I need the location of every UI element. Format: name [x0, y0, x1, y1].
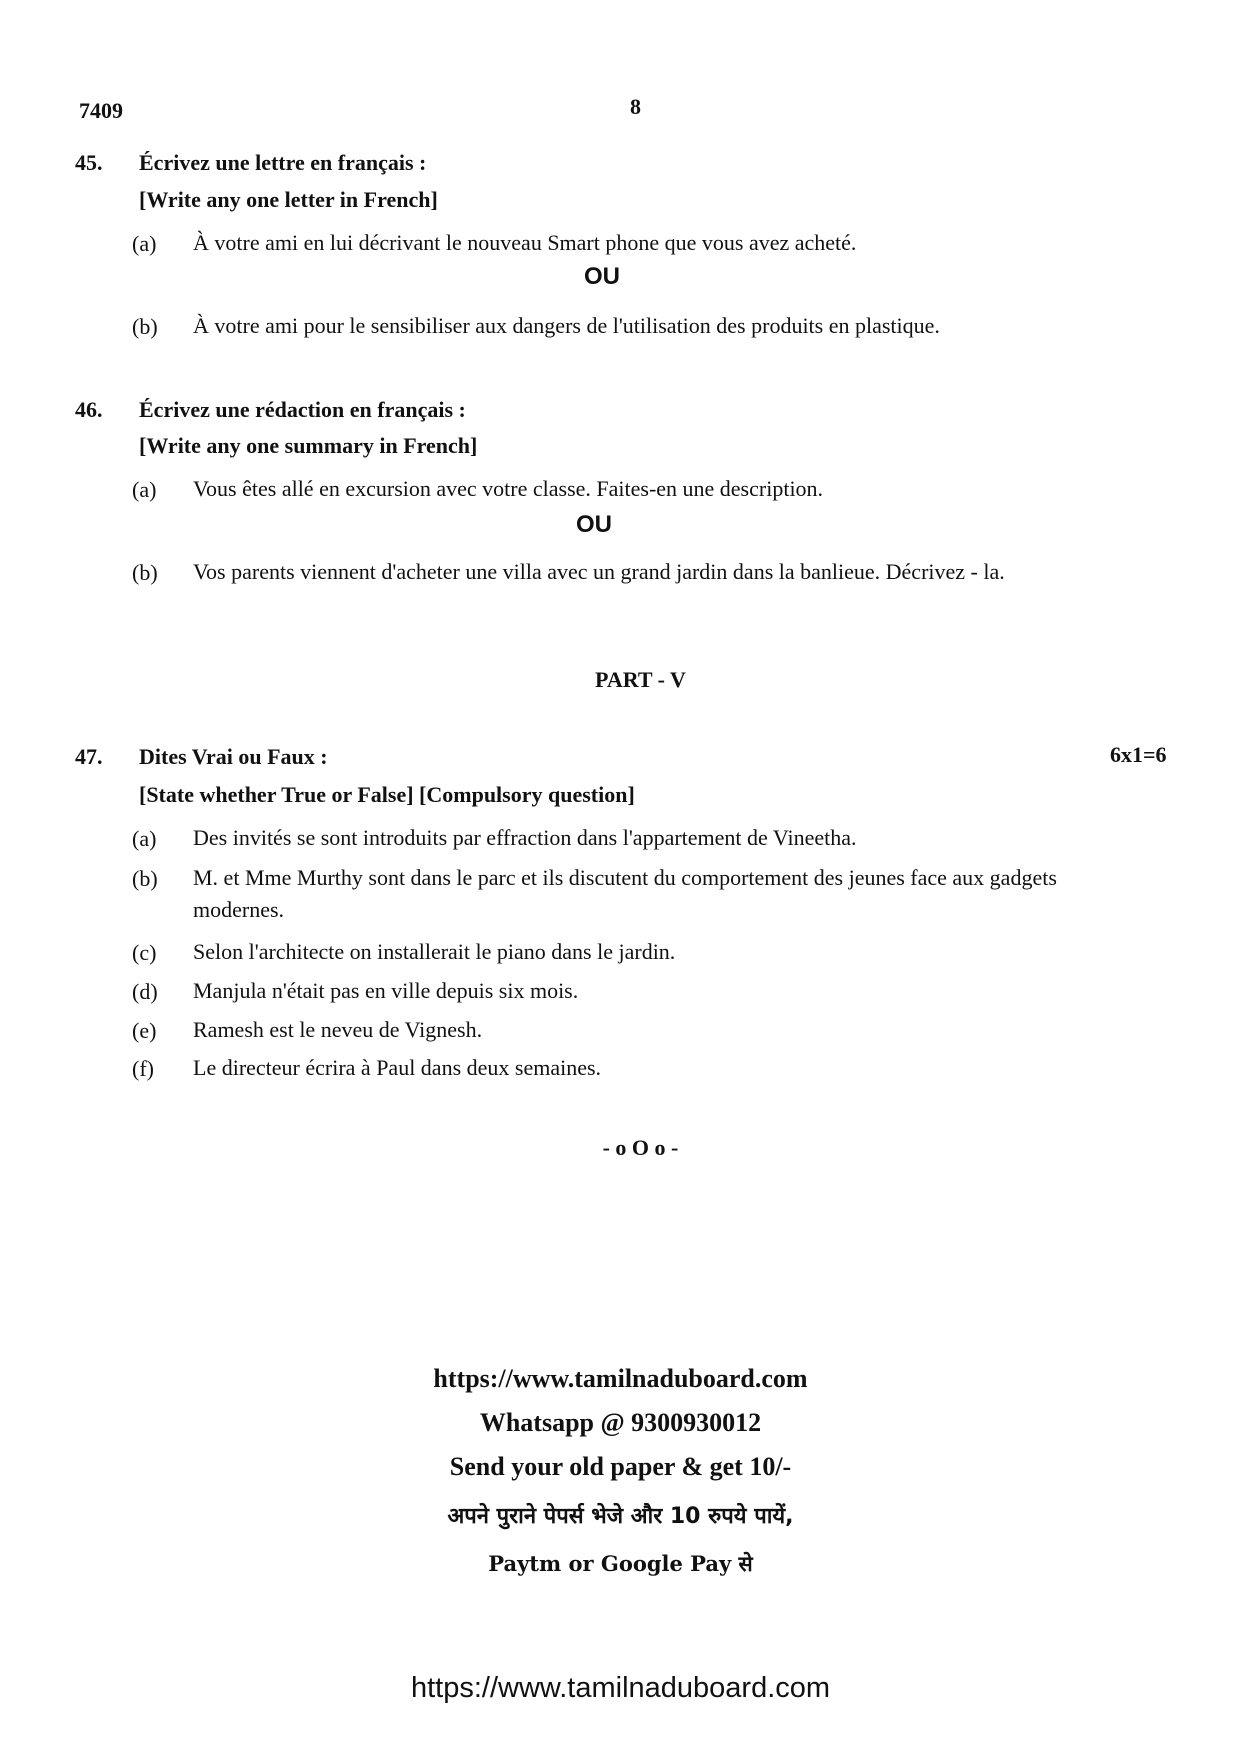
end-mark: - o O o -: [602, 1135, 679, 1160]
question-47-item-text: Selon l'architecte on installerait le piano dans le jardin.: [193, 939, 676, 964]
question-47-item-label: (b): [132, 866, 158, 891]
question-47-item-text: Manjula n'était pas en ville depuis six mois.: [193, 978, 579, 1003]
question-46-a-text: Vous êtes allé en excursion avec votre classe. Faites-en une description.: [193, 476, 824, 501]
question-45-or: OU: [584, 263, 620, 290]
question-46-title: Écrivez une rédaction en français :: [139, 397, 466, 422]
question-45-a-text: À votre ami en lui décrivant le nouveau Smart phone que vous avez acheté.: [193, 230, 857, 255]
question-46-or: OU: [576, 511, 612, 538]
question-47-marks: 6x1=6: [1110, 742, 1167, 767]
question-47-item-label: (e): [132, 1018, 157, 1043]
footer-hindi: अपने पुराने पेपर्स भेजे और 10 रुपये पायें,: [447, 1504, 794, 1529]
bottom-url-link[interactable]: https://www.tamilnaduboard.com: [410, 1672, 831, 1704]
question-47-title: Dites Vrai ou Faux :: [139, 744, 328, 769]
question-45-b-label: (b): [132, 314, 158, 339]
question-47-number: 47.: [75, 744, 103, 769]
footer-url[interactable]: https://www.tamilnaduboard.com: [433, 1364, 808, 1393]
part-heading: PART - V: [595, 667, 686, 692]
page-number: 8: [630, 94, 641, 119]
question-47-item-label: (c): [132, 940, 157, 965]
question-47-subtitle: [State whether True or False] [Compulsory question]: [139, 782, 635, 807]
question-47-item-label: (d): [132, 979, 158, 1004]
question-45-b-text: À votre ami pour le sensibiliser aux dangers de l'utilisation des produits en plastique.: [193, 313, 940, 338]
question-45-a-label: (a): [132, 231, 157, 256]
question-45-number: 45.: [75, 150, 103, 175]
footer-whatsapp: Whatsapp @ 9300930012: [479, 1408, 762, 1437]
question-47-item-label: (f): [132, 1056, 154, 1081]
question-45-title: Écrivez une lettre en français :: [139, 150, 427, 175]
paper-code: 7409: [79, 98, 123, 123]
question-46-b-text: Vos parents viennent d'acheter une villa avec un grand jardin dans la banlieue. Décrivez - la.: [193, 559, 1005, 584]
question-46-b-label: (b): [132, 560, 158, 585]
footer-payment: Paytm or Google Pay से: [488, 1551, 753, 1576]
question-47-item-text: M. et Mme Murthy sont dans le parc et ils discutent du comportement des jeunes face aux gadgets modernes.: [193, 865, 1057, 922]
question-45-subtitle: [Write any one letter in French]: [139, 187, 438, 212]
question-46-number: 46.: [75, 397, 103, 422]
question-46-subtitle: [Write any one summary in French]: [139, 433, 478, 458]
question-47-item-text: Ramesh est le neveu de Vignesh.: [193, 1017, 483, 1042]
question-47-item-text: Des invités se sont introduits par effraction dans l'appartement de Vineetha.: [193, 825, 857, 850]
question-47-item-text: Le directeur écrira à Paul dans deux semaines.: [193, 1055, 602, 1080]
question-46-a-label: (a): [132, 477, 157, 502]
footer-offer: Send your old paper & get 10/-: [449, 1452, 792, 1481]
question-47-item-label: (a): [132, 826, 157, 851]
